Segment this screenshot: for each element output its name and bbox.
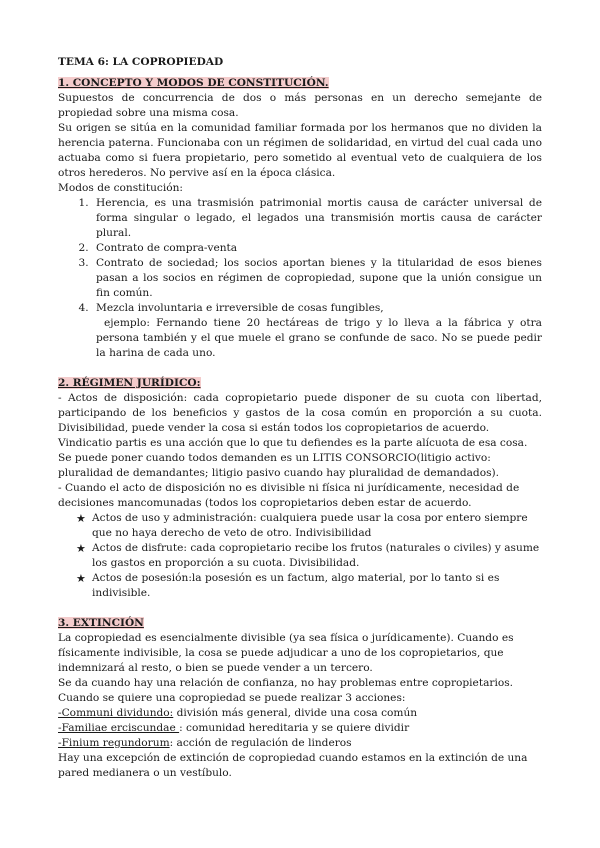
document-title: TEMA 6: LA COPROPIEDAD bbox=[58, 56, 224, 68]
paragraph: Hay una excepción de extinción de copropiedad cuando estamos en la extinción de una pared medianera o un vestíbulo. bbox=[58, 752, 528, 779]
paragraph: - Cuando el acto de disposición no es divisible ni física ni jurídicamente, necesidad de decisiones mancomunadas (todos los copropietarios deben estar de acuerdo. bbox=[58, 482, 520, 509]
paragraph: La copropiedad es esencialmente divisible (ya sea física o jurídicamente). Cuando es físicamente indivisible, la cosa se puede adjudicar a uno de los copropietarios, que indemnizará al resto, o bien se puede vender a un tercero. bbox=[58, 632, 514, 674]
paragraph: Se puede poner cuando todos demanden es un LITIS CONSORCIO(litigio activo: pluralidad de demandantes; litigio pasivo cuando hay pluralidad de demandados). bbox=[58, 452, 500, 479]
section-regimen bbox=[58, 376, 542, 601]
star-icon: ★ bbox=[76, 572, 86, 585]
heading-highlight: 1. CONCEPTO Y MODOS DE CONSTITUCIÓN. bbox=[58, 77, 329, 89]
list-item bbox=[92, 256, 542, 301]
list-item-text: Actos de posesión:la posesión es un factum, algo material, por lo tanto si es indivisible. bbox=[92, 572, 500, 599]
action-line bbox=[58, 706, 542, 721]
acts-list bbox=[58, 511, 542, 601]
action-line bbox=[58, 736, 542, 751]
list-item-text: Contrato de sociedad; los socios aportan bienes y la titularidad de esos bienes pasan a los socios en régimen de copropiedad, supone que la unión consigue un fin común. bbox=[96, 257, 542, 299]
list-item-text: Actos de disfrute: cada copropietario recibe los frutos (naturales o civiles) y asume los gastos en proporción a su cuota. Divisibilidad. bbox=[92, 542, 540, 569]
list-item bbox=[76, 511, 542, 541]
action-desc: división más general, divide una cosa común bbox=[173, 707, 418, 719]
list-item-text: Mezcla involuntaria e irreversible de cosas fungibles, bbox=[96, 302, 384, 314]
list-item bbox=[76, 541, 542, 571]
paragraph: Su origen se sitúa en la comunidad familiar formada por los hermanos que no dividen la herencia paterna. Funcionaba con un régimen de solidaridad, en virtud del cual cada uno actuaba como si fuera propietario, pero sometido al eventual veto de cualquiera de los otros herederos. No pervive así en la época clásica. bbox=[58, 122, 542, 179]
star-icon: ★ bbox=[76, 542, 86, 555]
action-desc: : comunidad hereditaria y se quiere dividir bbox=[179, 722, 410, 734]
section-concepto bbox=[58, 76, 542, 361]
action-name: -Familiae erciscundae bbox=[58, 722, 180, 734]
section-heading bbox=[58, 376, 542, 391]
list-item-text: Herencia, es una trasmisión patrimonial mortis causa de carácter universal de forma singular o legado, el legados una transmisión mortis causa de carácter plural. bbox=[96, 197, 542, 239]
list-item bbox=[76, 571, 542, 601]
section-extincion bbox=[58, 616, 542, 781]
star-icon: ★ bbox=[76, 512, 86, 525]
list-item bbox=[92, 241, 542, 256]
list-item-text: Contrato de compra-venta bbox=[96, 242, 238, 254]
paragraph: Supuestos de concurrencia de dos o más personas en un derecho semejante de propiedad sobre una misma cosa. bbox=[58, 92, 542, 119]
action-name: -Finium regundorum bbox=[58, 737, 170, 749]
paragraph: - Actos de disposición: cada copropietario puede disponer de su cuota con libertad, participando de los beneficios y gastos de la cosa común en proporción a su cuota. Divisibilidad, puede vender la cosa si están todos los copropietarios de acuerdo. bbox=[58, 392, 542, 434]
action-line bbox=[58, 721, 542, 736]
section-heading bbox=[58, 76, 542, 91]
list-item-example: ejemplo: Fernando tiene 20 hectáreas de trigo y lo lleva a la fábrica y otra persona también y el que muele el grano se confunde de saco. No se puede pedir la harina de cada uno. bbox=[96, 317, 542, 359]
constitution-modes-list bbox=[58, 196, 542, 361]
section-heading bbox=[58, 616, 542, 631]
paragraph: Vindicatio partis es una acción que lo que tu defiendes es la parte alícuota de esa cosa. bbox=[58, 437, 528, 449]
paragraph: Se da cuando hay una relación de confianza, no hay problemas entre copropietarios. Cuando se quiere una copropiedad se puede realizar 3 acciones: bbox=[58, 677, 514, 704]
list-item bbox=[92, 301, 542, 361]
heading-highlight: 3. EXTINCIÓN bbox=[58, 617, 144, 629]
list-item bbox=[92, 196, 542, 241]
action-desc: : acción de regulación de linderos bbox=[169, 737, 352, 749]
paragraph: Modos de constitución: bbox=[58, 182, 183, 194]
heading-highlight: 2. RÉGIMEN JURÍDICO: bbox=[58, 377, 201, 389]
list-item-text: Actos de uso y administración: cualquiera puede usar la cosa por entero siempre que no haya derecho de veto de otro. Indivisibilidad bbox=[92, 512, 528, 539]
action-name: -Communi dividundo: bbox=[58, 707, 174, 719]
